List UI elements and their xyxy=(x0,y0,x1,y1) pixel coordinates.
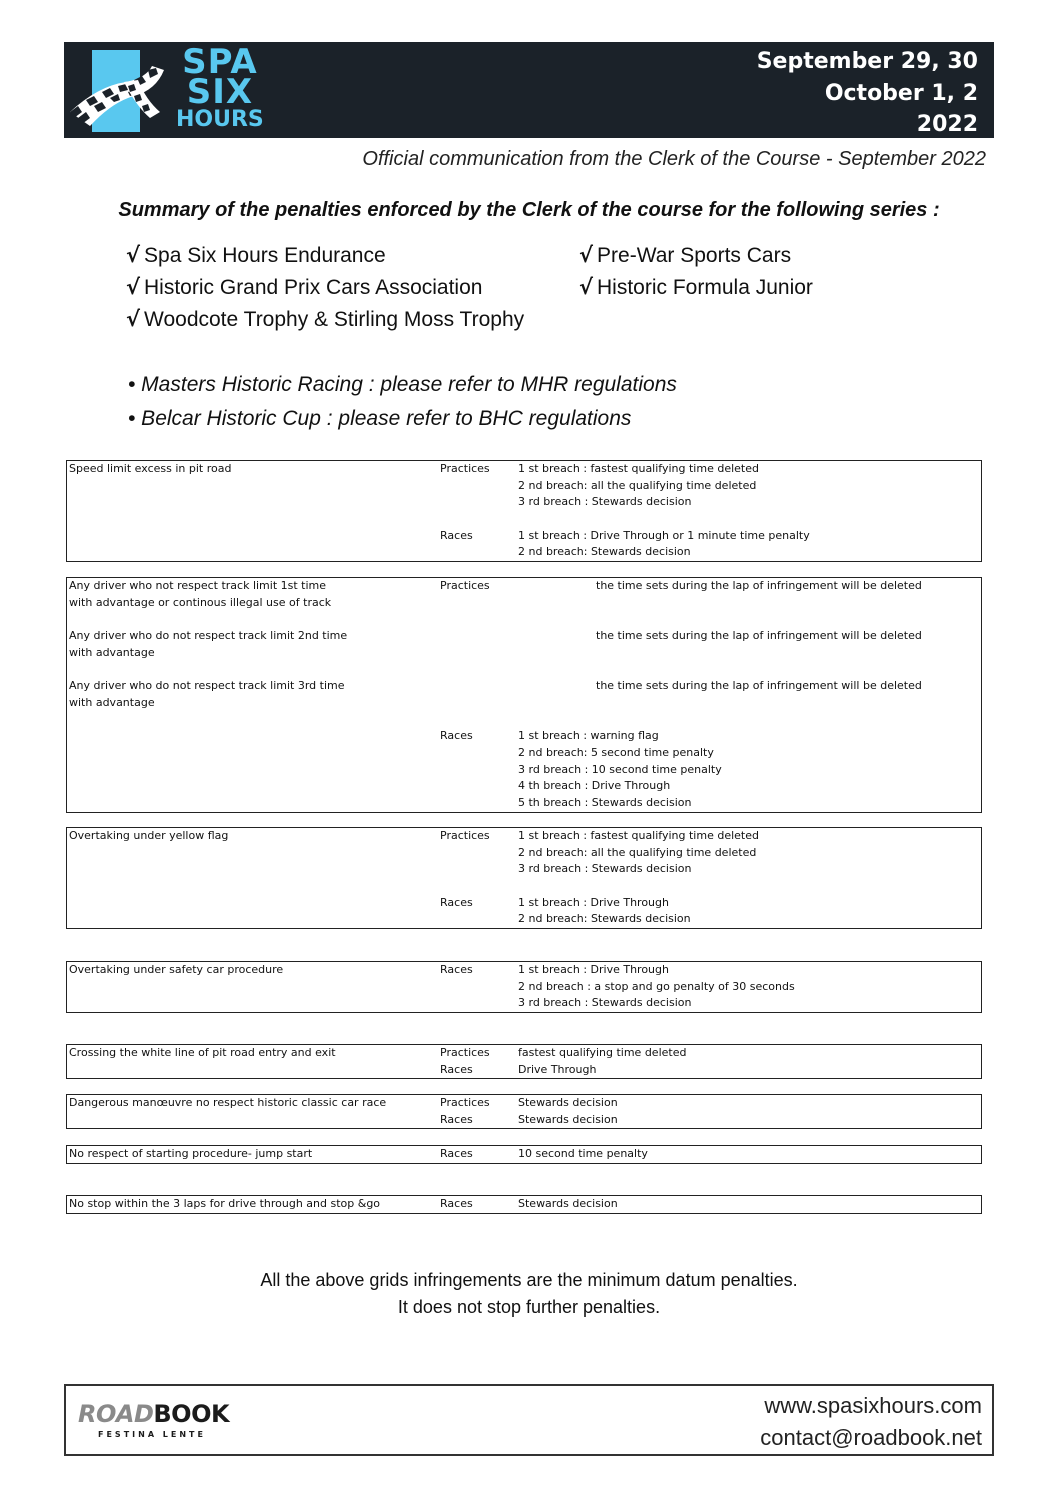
series-item xyxy=(579,275,813,300)
check-icon: √ xyxy=(126,243,141,267)
series-item xyxy=(126,243,386,268)
logo-word-six: SIX xyxy=(186,71,254,112)
table-row xyxy=(67,544,981,561)
table-row xyxy=(67,845,981,862)
series-item xyxy=(126,307,524,332)
table-row xyxy=(67,595,981,612)
table-row xyxy=(67,1062,981,1079)
date-line-3: 2022 xyxy=(916,112,978,137)
series-label: Woodcote Trophy & Stirling Moss Trophy xyxy=(144,308,525,331)
footer-note-line-1: All the above grids infringements are the minimum datum penalties. xyxy=(260,1270,798,1290)
infringement-cell: Any driver who do not respect track limit 3rd time xyxy=(69,679,345,693)
infringement-cell: Any driver who do not respect track limit 2nd time xyxy=(69,629,348,643)
table-row xyxy=(67,1045,981,1062)
event-dates xyxy=(757,46,978,141)
logo-wordmark xyxy=(176,42,264,132)
infringement-cell: No stop within the 3 laps for drive through and stop &go xyxy=(69,1197,381,1210)
penalty-cell: Stewards decision xyxy=(518,1112,618,1126)
infringement-cell: Crossing the white line of pit road entry and exit xyxy=(69,1046,336,1059)
table-row xyxy=(67,578,981,595)
date-line-2: October 1, 2 xyxy=(824,80,978,106)
penalty-cell: 5 th breach : Stewards decision xyxy=(518,795,692,809)
session-cell: Races xyxy=(440,1147,473,1160)
penalty-cell: Stewards decision xyxy=(518,1096,618,1109)
table-row xyxy=(67,661,981,678)
logo-word-hours: HOURS xyxy=(176,106,264,132)
infringement-cell: No respect of starting procedure- jump start xyxy=(69,1147,313,1160)
table-row xyxy=(67,861,981,878)
penalty-cell: Drive Through xyxy=(518,1062,597,1076)
table-row xyxy=(67,695,981,712)
penalty-table-dangerous-manoeuvre xyxy=(66,1094,982,1129)
penalty-table-safety-car xyxy=(66,961,982,1013)
table-row xyxy=(67,1196,981,1213)
series-item xyxy=(579,243,791,268)
table-row xyxy=(67,979,981,996)
penalty-cell: 1 st breach : fastest qualifying time deleted xyxy=(518,462,759,475)
official-communication-line: Official communication from the Clerk of the Course - September 2022 xyxy=(362,148,986,170)
penalty-cell: 1 st breach : Drive Through or 1 minute time penalty xyxy=(518,528,810,542)
penalty-cell: the time sets during the lap of infringement will be deleted xyxy=(596,629,922,643)
penalty-table-no-stop xyxy=(66,1195,982,1214)
infringement-cell: with advantage xyxy=(69,695,155,709)
check-icon: √ xyxy=(579,243,594,267)
penalty-cell: 1 st breach : fastest qualifying time deleted xyxy=(518,829,759,842)
date-line-1: September 29, 30 xyxy=(756,49,978,74)
penalty-cell: 2 nd breach: 5 second time penalty xyxy=(518,745,714,759)
session-cell: Races xyxy=(440,1112,473,1126)
penalty-cell: 1 st breach : Drive Through xyxy=(518,895,669,909)
penalty-cell: 4 th breach : Drive Through xyxy=(518,779,671,793)
infringement-cell: Any driver who not respect track limit 1st time xyxy=(69,579,327,592)
series-label: Historic Grand Prix Cars Association xyxy=(144,276,483,299)
penalty-cell: 2 nd breach: Stewards decision xyxy=(518,545,691,559)
footer-box xyxy=(64,1384,994,1456)
session-cell: Practices xyxy=(440,829,490,842)
table-row xyxy=(67,911,981,928)
session-cell: Races xyxy=(440,1197,473,1210)
table-row xyxy=(67,728,981,745)
penalty-table-pit-speed xyxy=(66,460,982,562)
logo-word-spa: SPA xyxy=(182,42,258,82)
regulation-note: • Masters Historic Racing : please refer to MHR regulations xyxy=(128,373,677,396)
penalty-cell: 2 nd breach : a stop and go penalty of 30 seconds xyxy=(518,979,795,993)
table-row xyxy=(67,511,981,528)
penalty-cell: 2 nd breach: Stewards decision xyxy=(518,912,691,926)
series-label: Spa Six Hours Endurance xyxy=(144,244,386,267)
penalty-cell: 2 nd breach: all the qualifying time deleted xyxy=(518,845,757,859)
series-label: Pre-War Sports Cars xyxy=(597,244,792,267)
table-row xyxy=(67,478,981,495)
penalty-cell: 3 rd breach : 10 second time penalty xyxy=(518,762,722,776)
session-cell: Practices xyxy=(440,1046,490,1059)
infringement-cell: Dangerous manœuvre no respect historic classic car race xyxy=(69,1096,387,1109)
infringement-cell: Speed limit excess in pit road xyxy=(69,462,232,475)
email-link[interactable]: contact@roadbook.net xyxy=(760,1425,982,1450)
table-row xyxy=(67,995,981,1012)
penalty-table-jump-start xyxy=(66,1145,982,1164)
roadbook-wordmark xyxy=(78,1400,229,1428)
table-row xyxy=(67,628,981,645)
footer-note xyxy=(0,1267,1058,1321)
session-cell: Practices xyxy=(440,1096,490,1109)
contact-info xyxy=(760,1390,982,1454)
penalty-cell: 10 second time penalty xyxy=(518,1147,648,1160)
penalty-cell: 3 rd breach : Stewards decision xyxy=(518,996,692,1010)
roadbook-logo xyxy=(78,1400,229,1439)
table-row xyxy=(67,1112,981,1129)
table-row xyxy=(67,528,981,545)
penalty-cell: Stewards decision xyxy=(518,1197,618,1210)
session-cell: Practices xyxy=(440,462,490,475)
header-banner xyxy=(64,42,994,138)
table-row xyxy=(67,962,981,979)
infringement-cell: Overtaking under safety car procedure xyxy=(69,963,284,976)
website-link[interactable]: www.spasixhours.com xyxy=(764,1393,982,1418)
session-cell: Races xyxy=(440,528,473,542)
penalty-cell: the time sets during the lap of infringement will be deleted xyxy=(596,679,922,693)
summary-title: Summary of the penalties enforced by the Clerk of the course for the following series : xyxy=(118,199,940,221)
penalty-table-pit-line xyxy=(66,1044,982,1079)
table-row xyxy=(67,461,981,478)
infringement-cell: with advantage or continous illegal use of track xyxy=(69,595,332,609)
session-cell: Races xyxy=(440,895,473,909)
series-label: Historic Formula Junior xyxy=(597,276,813,299)
roadbook-road: ROAD xyxy=(78,1400,154,1428)
table-row xyxy=(67,895,981,912)
roadbook-book: BOOK xyxy=(153,1400,230,1428)
table-row xyxy=(67,878,981,895)
table-row xyxy=(67,745,981,762)
table-row xyxy=(67,712,981,729)
session-cell: Races xyxy=(440,963,473,976)
table-row xyxy=(67,762,981,779)
table-row xyxy=(67,795,981,812)
penalty-table-yellow-flag xyxy=(66,827,982,929)
check-icon: √ xyxy=(126,275,141,299)
penalty-cell: 1 st breach : Drive Through xyxy=(518,963,669,976)
penalty-cell: 2 nd breach: all the qualifying time deleted xyxy=(518,478,757,492)
table-row xyxy=(67,828,981,845)
session-cell: Races xyxy=(440,729,473,743)
session-cell: Practices xyxy=(440,579,490,592)
table-row xyxy=(67,645,981,662)
regulation-note: • Belcar Historic Cup : please refer to BHC regulations xyxy=(128,407,632,430)
infringement-cell: Overtaking under yellow flag xyxy=(69,829,229,842)
roadbook-tagline: FESTINA LENTE xyxy=(98,1430,206,1439)
penalty-table-track-limits xyxy=(66,577,982,813)
session-cell: Races xyxy=(440,1062,473,1076)
check-icon: √ xyxy=(579,275,594,299)
penalty-cell: 3 rd breach : Stewards decision xyxy=(518,495,692,509)
table-row xyxy=(67,494,981,511)
table-row xyxy=(67,1095,981,1112)
series-item xyxy=(126,275,482,300)
table-row xyxy=(67,678,981,695)
penalty-cell: 3 rd breach : Stewards decision xyxy=(518,862,692,876)
penalty-cell: the time sets during the lap of infringement will be deleted xyxy=(596,579,922,592)
table-row xyxy=(67,611,981,628)
table-row xyxy=(67,1146,981,1163)
table-row xyxy=(67,778,981,795)
footer-note-line-2: It does not stop further penalties. xyxy=(397,1297,661,1317)
penalty-cell: fastest qualifying time deleted xyxy=(518,1046,687,1059)
check-icon: √ xyxy=(126,307,141,331)
penalty-cell: 1 st breach : warning flag xyxy=(518,729,659,743)
infringement-cell: with advantage xyxy=(69,645,155,659)
